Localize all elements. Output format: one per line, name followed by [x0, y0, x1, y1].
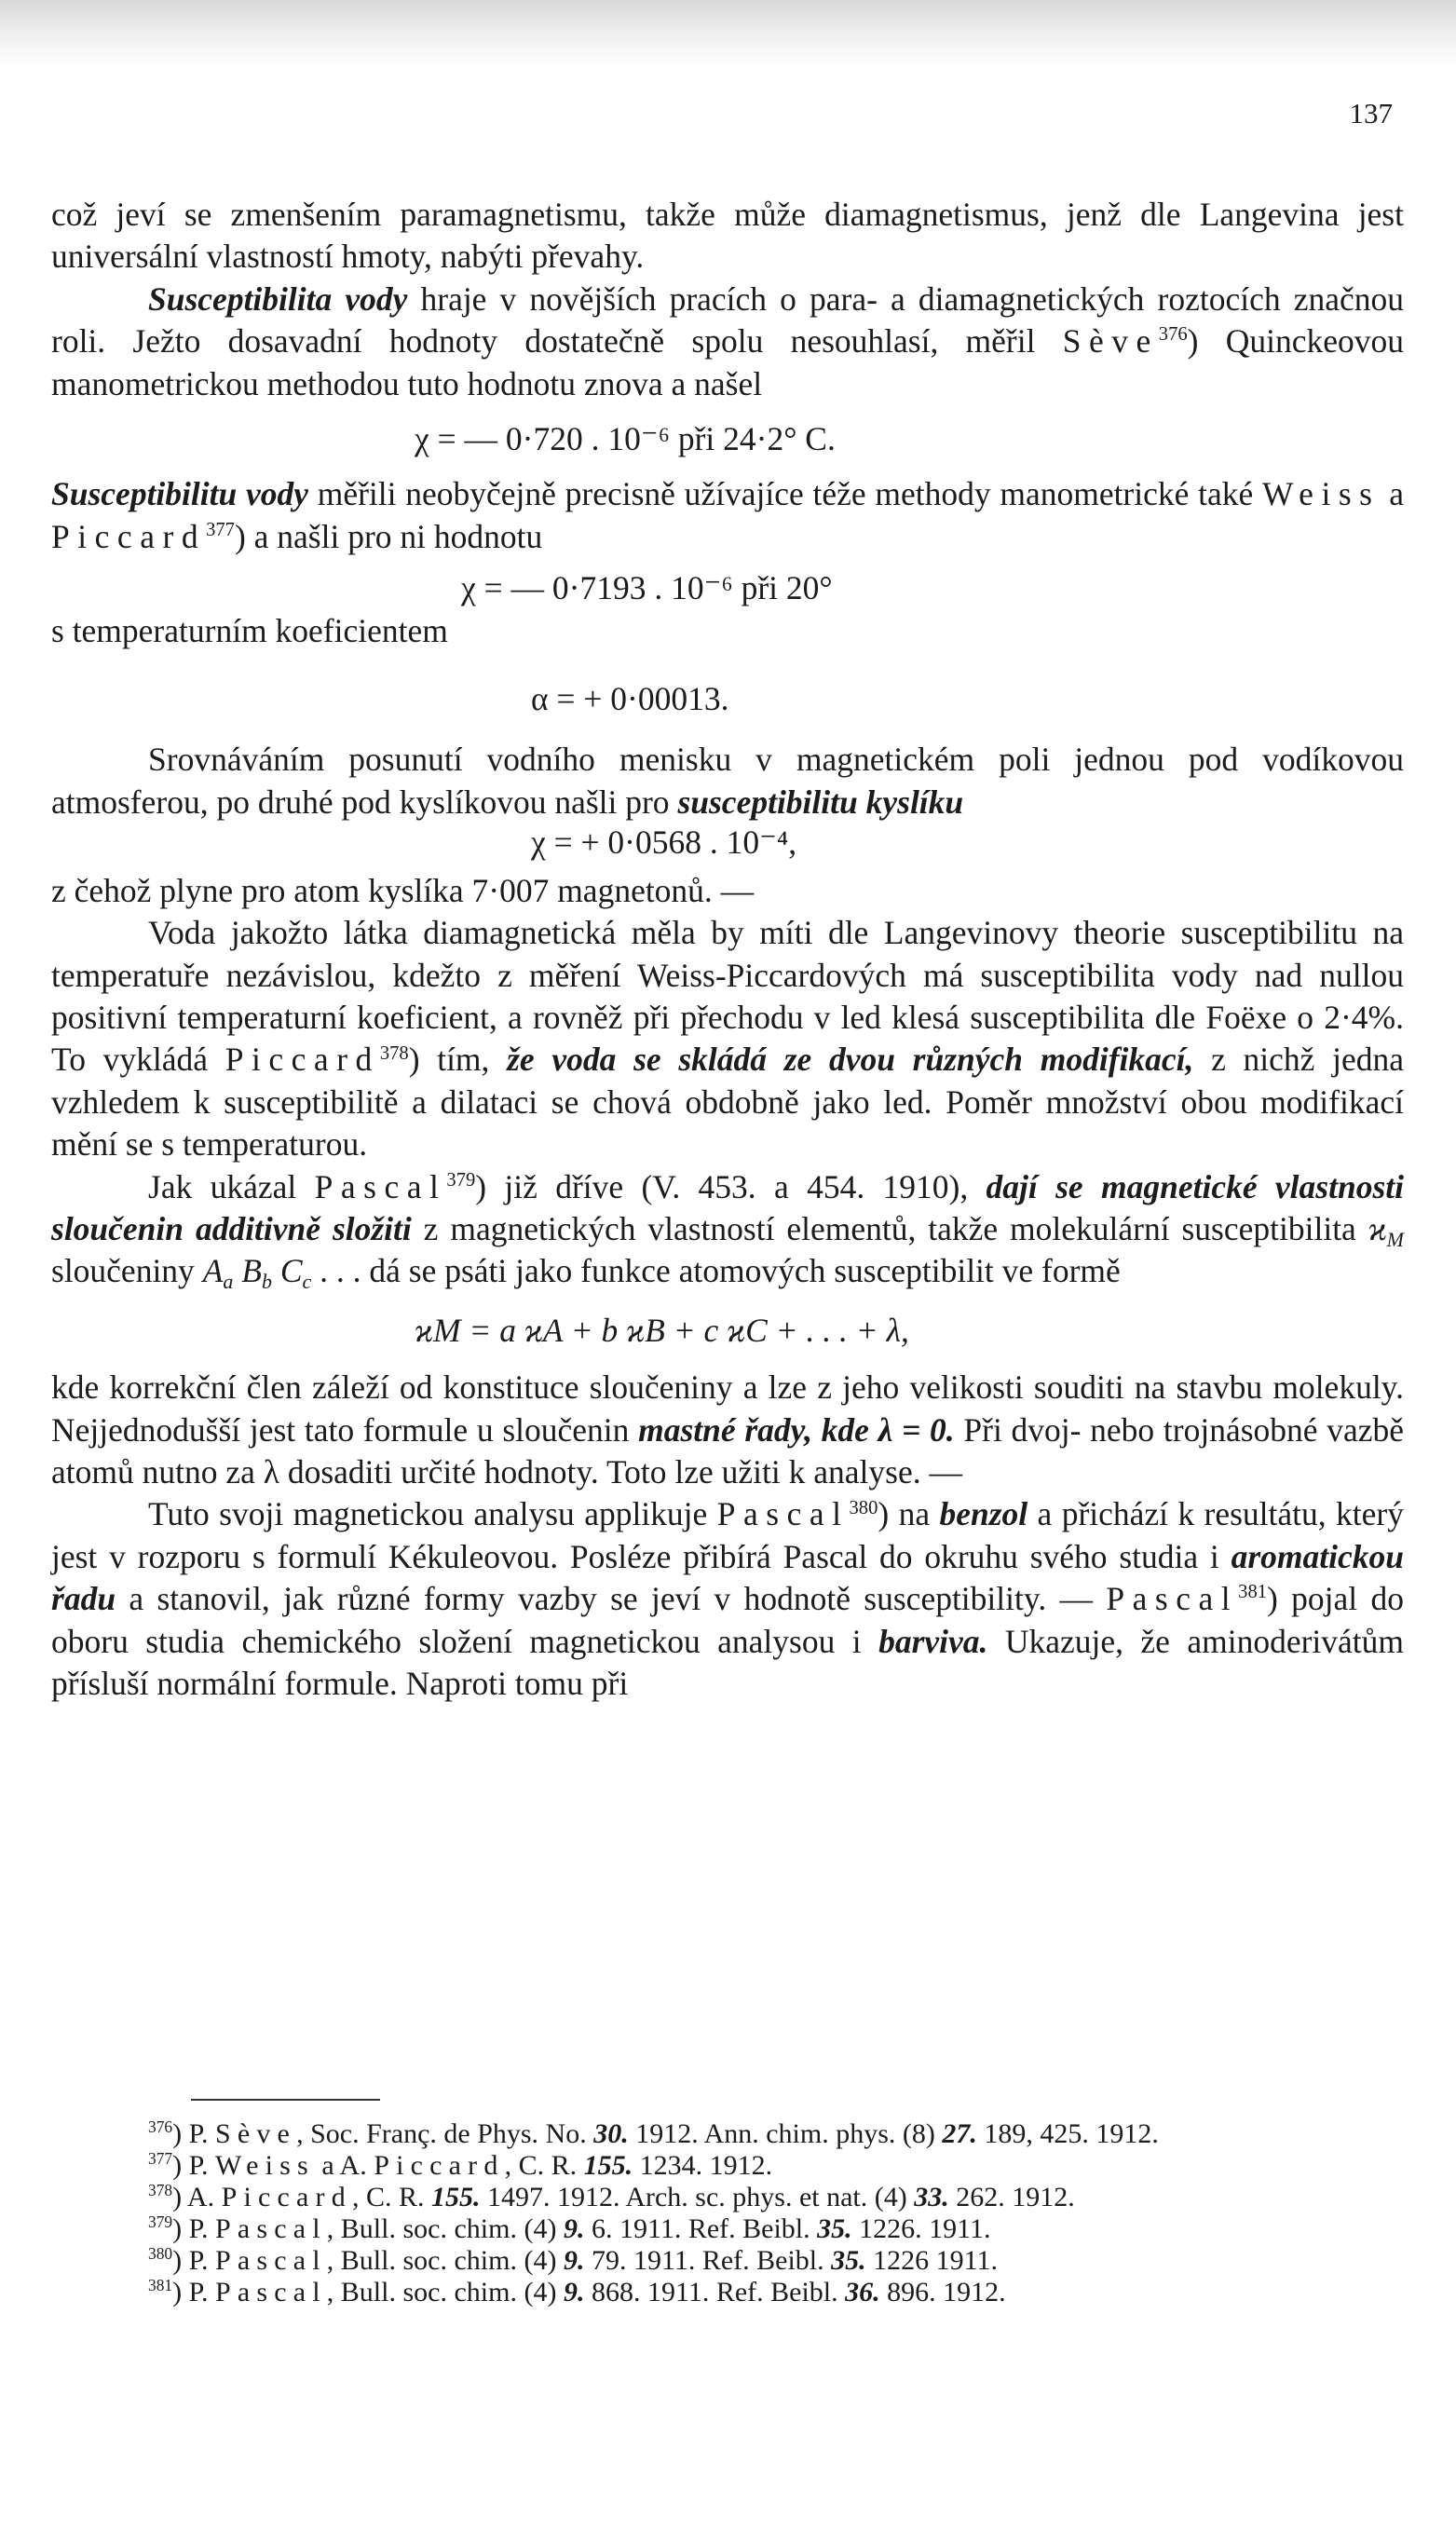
paragraph-3: Susceptibilitu vody měřili neobyčejně precisně užívajíce téže methody manometrické také Weiss a Piccard$^{377}$) a našli pro ni hodnotu	[51, 475, 1404, 555]
author-name: Pascal	[716, 1495, 850, 1533]
author-name: Pascal	[314, 1167, 447, 1205]
author-name: Piccard	[51, 517, 207, 555]
equation-1: χ = — 0·720 . 10⁻⁶ při 24·2° C.	[415, 420, 836, 458]
author-name: Sève	[1062, 322, 1159, 361]
emphasis: Susceptibilitu vody	[51, 475, 308, 513]
emphasis: Susceptibilita vody	[148, 279, 408, 318]
emphasis: mastné řady, kde λ = 0.	[638, 1410, 955, 1449]
footnote-380: $^{380}$) P. Pascal, Bull. soc. chim. (4) 9. 79. 1911. Ref. Beibl. 35. 1226 1911.	[148, 2244, 999, 2276]
paragraph-2: Susceptibilita vody hraje v novějších pracích o para- a diamagnetických roztocích značnou roli. Ježto dosavadní hodnoty dostatečně spolu nesouhlasí, měřil Sève$^{376}$) Quinckeovou manometrickou methodou tuto hodnotu znova a našel	[51, 279, 1404, 402]
paragraph-5: Srovnáváním posunutí vodního menisku v magnetickém poli jednou pod vodíkovou atmosferou, po druhé pod kyslíkovou našli pro susceptibilitu kyslíku	[51, 741, 1404, 821]
page-number: 137	[1349, 97, 1393, 129]
author-name: Piccard	[225, 1041, 380, 1079]
paragraph-6: z čehož plyne pro atom kyslíka 7·007 magnetonů. —	[51, 871, 755, 909]
equation-2: χ = — 0·7193 . 10⁻⁶ při 20°	[461, 569, 833, 607]
footnote-378: $^{378}$) A. Piccard, C. R. 155. 1497. 1912. Arch. sc. phys. et nat. (4) 33. 262. 1912.	[148, 2181, 1075, 2212]
paragraph-8: Jak ukázal Pascal$^{379}$) již dříve (V. 453. a 454. 1910), dají se magnetické vlastnosti sloučenin additivně složiti z magnetických vlastností elementů, takže molekulární susceptibilita $ϰ_M$ sloučeniny $A_a$ $B_b$ $C_c$ . . . dá se psáti jako funkce atomových susceptibilit ve formě	[51, 1167, 1404, 1293]
emphasis: susceptibilitu kyslíku	[677, 783, 964, 821]
paragraph-4: s temperaturním koeficientem	[51, 611, 448, 649]
math-symbol: ϰ	[1368, 1209, 1387, 1247]
footnote-ref[interactable]: 377	[206, 520, 235, 541]
author-name: Weiss	[1261, 475, 1381, 513]
emphasis: dají se magnetické vlastnosti sloučenin additivně složiti	[51, 1167, 1404, 1247]
body-text	[51, 194, 1404, 1705]
footnote-381: $^{381}$) P. Pascal, Bull. soc. chim. (4) 9. 868. 1911. Ref. Beibl. 36. 896. 1912.	[148, 2276, 1006, 2307]
footnote-divider	[191, 2099, 380, 2101]
author-name: Pascal	[1106, 1580, 1239, 1618]
emphasis: benzol	[939, 1495, 1028, 1533]
equation-5: ϰM = a ϰA + b ϰB + c ϰC + . . . + λ,	[415, 1311, 909, 1349]
emphasis: aromatickou řadu	[51, 1537, 1404, 1618]
paragraph-7: Voda jakožto látka diamagnetická měla by míti dle Langevinovy theorie susceptibilitu na temperatuře nezávislou, kdežto z měření Weiss-Piccardových má susceptibilita vody nad nullou positivní temperaturní koeficient, a rovněž při přechodu v led klesá susceptibilita dle Foëxe o 2·4%. To vykládá Piccard$^{378}$) tím, že voda se skládá ze dvou různých modifikací, z nichž jedna vzhledem k susceptibilitě a dilataci se chová obdobně jako led. Poměr množství obou modifikací mění se s temperaturou.	[51, 914, 1404, 1164]
footnote-377: $^{377}$) P. Weiss a A. Piccard, C. R. 155. 1234. 1912.	[148, 2149, 773, 2181]
scan-top-shadow	[0, 0, 1456, 65]
footnote-379: $^{379}$) P. Pascal, Bull. soc. chim. (4) 9. 6. 1911. Ref. Beibl. 35. 1226. 1911.	[148, 2212, 991, 2244]
equation-3: α = + 0·00013.	[531, 680, 729, 718]
footnote-ref[interactable]: 376	[1158, 324, 1188, 346]
footnotes	[51, 2118, 1404, 2308]
paragraph-10: Tuto svoji magnetickou analysu applikuje Pascal$^{380}$) na benzol a přichází k resultátu, který jest v rozporu s formulí Kékuleovou. Posléze přibírá Pascal do okruhu svého studia i aromatickou řadu a stanovil, jak různé formy vazby se jeví v hodnotě susceptibility. — Pascal$^{381}$) pojal do oboru studia chemického složení magnetickou analysou i barviva. Ukazuje, že aminoderivátům přísluší normální formule. Naproti tomu při	[51, 1495, 1404, 1702]
footnote-ref[interactable]: 378	[379, 1042, 409, 1064]
equation-4: χ = + 0·0568 . 10⁻⁴,	[531, 824, 797, 862]
footnote-ref[interactable]: 379	[446, 1169, 476, 1191]
footnote-ref[interactable]: 380	[849, 1497, 878, 1518]
emphasis: že voda se skládá ze dvou různých modifikací,	[507, 1041, 1194, 1079]
paragraph-9: kde korrekční člen záleží od konstituce sloučeniny a lze z jeho velikosti souditi na stavbu molekuly. Nejjednodušší jest tato formule u sloučenin mastné řady, kde λ = 0. Při dvoj- nebo trojnásobné vazbě atomů nutno za λ dosaditi určité hodnoty. Toto lze užiti k analyse. —	[51, 1368, 1404, 1491]
footnote-376: $^{376}$) P. Sève, Soc. Franç. de Phys. No. 30. 1912. Ann. chim. phys. (8) 27. 189, 425. 1912.	[148, 2117, 1159, 2149]
footnote-ref[interactable]: 381	[1238, 1582, 1268, 1603]
emphasis: barviva.	[878, 1622, 988, 1660]
paragraph-1: což jeví se zmenšením paramagnetismu, takže může diamagnetismus, jenž dle Langevina jest universální vlastností hmoty, nabýti převahy.	[51, 196, 1404, 276]
